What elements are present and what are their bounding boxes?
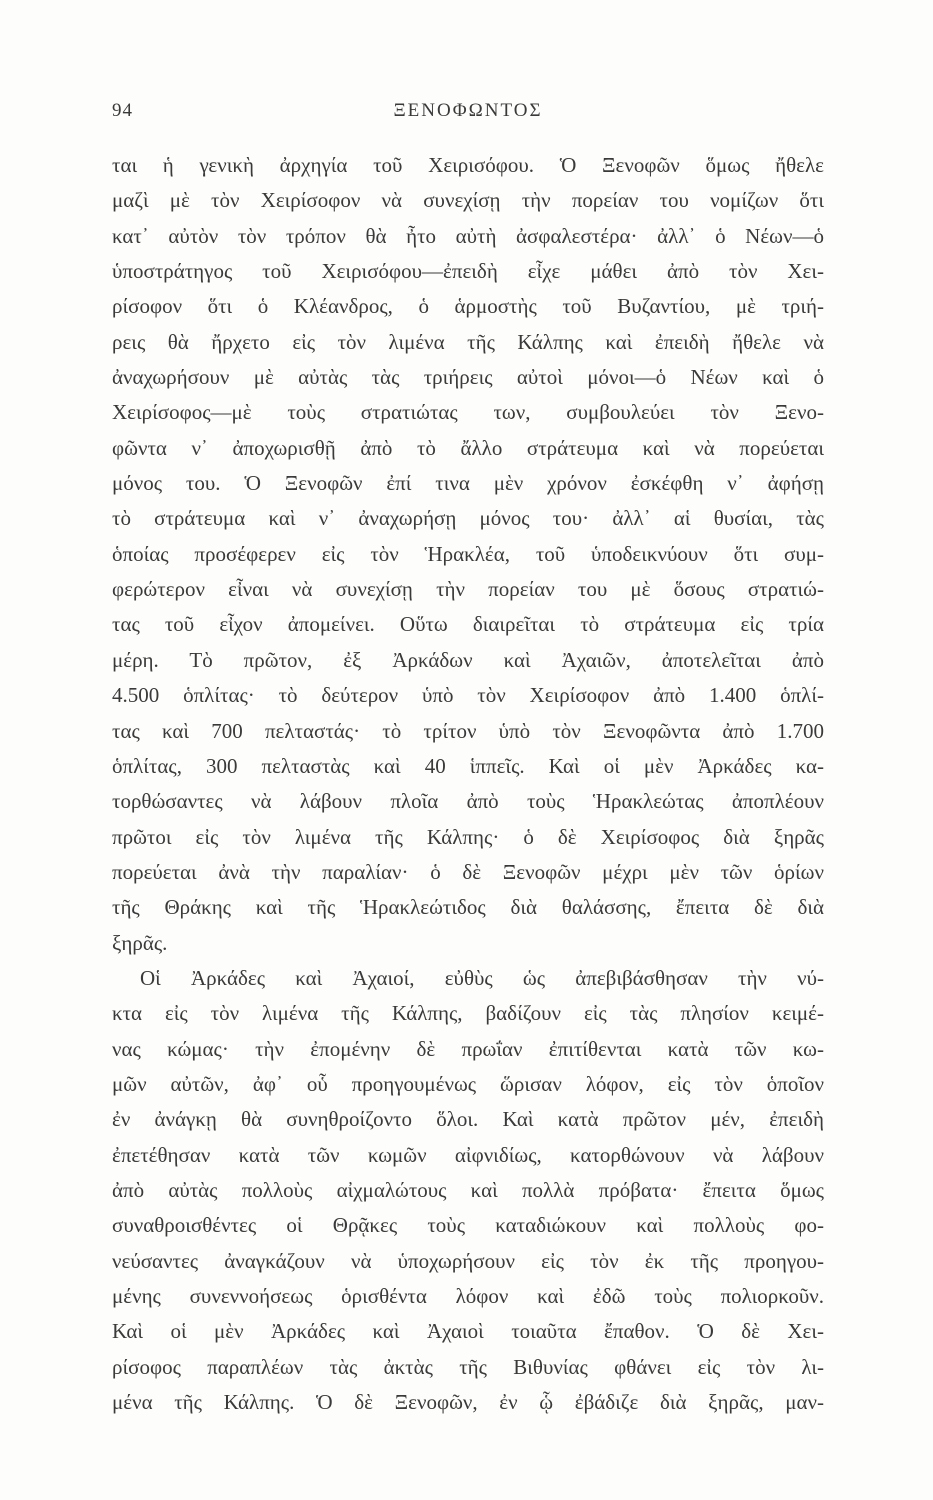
text-line: Χειρίσοφος—μὲ τοὺς στρατιώτας των, συμβουλεύει τὸν Ξενο-	[112, 400, 824, 425]
text-line: ξηρᾶς.	[112, 930, 168, 955]
text-line: ἐν ἀνάγκῃ θὰ συνηθροίζοντο ὅλοι. Καὶ κατὰ πρῶτον μέν, ἐπειδὴ	[112, 1107, 824, 1132]
text-line: πορεύεται ἀνὰ τὴν παραλίαν· ὁ δὲ Ξενοφῶν μέχρι μὲν τῶν ὁρίων	[112, 859, 824, 884]
text-line: ἀπὸ αὐτὰς πολλοὺς αἰχμαλώτους καὶ πολλὰ πρόβατα· ἔπειτα ὅμως	[112, 1177, 824, 1202]
text-line: μένα τῆς Κάλπης. Ὁ δὲ Ξενοφῶν, ἐν ᾧ ἐβάδιζε διὰ ξηρᾶς, μαν-	[112, 1390, 824, 1415]
text-line: 4.500 ὁπλίτας· τὸ δεύτερον ὑπὸ τὸν Χειρίσοφον ἀπὸ 1.400 ὁπλί-	[112, 683, 824, 708]
text-line: ἐπετέθησαν κατὰ τῶν κωμῶν αἰφνιδίως, κατορθώνουν νὰ λάβουν	[112, 1142, 824, 1167]
text-line: τὸ στράτευμα καὶ ν᾽ ἀναχωρήσῃ μόνος του· ἀλλ᾽ αἱ θυσίαι, τὰς	[112, 506, 824, 531]
text-line: κατ᾽ αὐτὸν τὸν τρόπον θὰ ἦτο αὐτὴ ἀσφαλεστέρα· ἀλλ᾽ ὁ Νέων—ὁ	[112, 223, 824, 248]
text-line: τας καὶ 700 πελταστάς· τὸ τρίτον ὑπὸ τὸν Ξενοφῶντα ἀπὸ 1.700	[112, 718, 824, 743]
text-line: μέρη. Τὸ πρῶτον, ἐξ Ἀρκάδων καὶ Ἀχαιῶν, ἀποτελεῖται ἀπὸ	[112, 647, 824, 672]
text-line: ἀναχωρήσουν μὲ αὐτὰς τὰς τριήρεις αὐτοὶ μόνοι—ὁ Νέων καὶ ὁ	[112, 365, 824, 390]
text-line: ὑποστράτηγος τοῦ Χειρισόφου—ἐπειδὴ εἶχε μάθει ἀπὸ τὸν Χει-	[112, 259, 824, 284]
body-text	[112, 148, 824, 1420]
text-line: μένης συνεννοήσεως ὁρισθέντα λόφον καὶ ἐδῶ τοὺς πολιορκοῦν.	[112, 1284, 824, 1308]
paragraph-2	[112, 961, 824, 1420]
text-line: ρίσοφον ὅτι ὁ Κλέανδρος, ὁ ἁρμοστὴς τοῦ Βυζαντίου, μὲ τριή-	[112, 294, 824, 319]
text-line: συναθροισθέντες οἱ Θρᾷκες τοὺς καταδιώκουν καὶ πολλοὺς φο-	[112, 1213, 824, 1238]
text-line: Οἱ Ἀρκάδες καὶ Ἀχαιοί, εὐθὺς ὡς ἀπεβιβάσθησαν τὴν νύ-	[140, 965, 824, 990]
running-title: ΞΕΝΟΦΩΝΤΟΣ	[393, 100, 543, 121]
text-line: νεύσαντες ἀναγκάζουν νὰ ὑποχωρήσουν εἰς τὸν ἐκ τῆς προηγου-	[112, 1248, 824, 1273]
text-line: μῶν αὐτῶν, ἀφ᾽ οὗ προηγουμένως ὥρισαν λόφον, εἰς τὸν ὁποῖον	[112, 1071, 824, 1096]
text-line: Καὶ οἱ μὲν Ἀρκάδες καὶ Ἀχαιοὶ τοιαῦτα ἔπαθον. Ὁ δὲ Χει-	[112, 1319, 824, 1344]
running-head	[112, 100, 824, 124]
text-line: ται ἡ γενικὴ ἀρχηγία τοῦ Χειρισόφου. Ὁ Ξενοφῶν ὅμως ἤθελε	[112, 153, 824, 177]
paragraph-1	[112, 148, 824, 961]
text-line: κτα εἰς τὸν λιμένα τῆς Κάλπης, βαδίζουν εἰς τὰς πλησίον κειμέ-	[112, 1001, 824, 1026]
text-line: μαζὶ μὲ τὸν Χειρίσοφον νὰ συνεχίσῃ τὴν πορείαν του νομίζων ὅτι	[112, 188, 824, 213]
text-line: πρῶτοι εἰς τὸν λιμένα τῆς Κάλπης· ὁ δὲ Χειρίσοφος διὰ ξηρᾶς	[112, 824, 824, 849]
text-line: μόνος του. Ὁ Ξενοφῶν ἐπί τινα μὲν χρόνον ἐσκέφθη ν᾽ ἀφήσῃ	[112, 471, 824, 496]
text-line: φερώτερον εἶναι νὰ συνεχίσῃ τὴν πορείαν του μὲ ὅσους στρατιώ-	[112, 577, 824, 602]
text-line: ρεις θὰ ἤρχετο εἰς τὸν λιμένα τῆς Κάλπης καὶ ἐπειδὴ ἤθελε νὰ	[112, 329, 824, 354]
text-line: τῆς Θράκης καὶ τῆς Ἡρακλεώτιδος διὰ θαλάσσης, ἔπειτα δὲ διὰ	[112, 895, 824, 920]
text-line: ὁποίας προσέφερεν εἰς τὸν Ἡρακλέα, τοῦ ὑποδεικνύουν ὅτι συμ-	[112, 541, 824, 566]
text-line: νας κώμας· τὴν ἐπομένην δὲ πρωΐαν ἐπιτίθενται κατὰ τῶν κω-	[112, 1036, 824, 1061]
text-line: ὁπλίτας, 300 πελταστὰς καὶ 40 ἱππεῖς. Καὶ οἱ μὲν Ἀρκάδες κα-	[112, 753, 824, 778]
text-line: ρίσοφος παραπλέων τὰς ἀκτὰς τῆς Βιθυνίας φθάνει εἰς τὸν λι-	[112, 1354, 824, 1379]
text-line: τορθώσαντες νὰ λάβουν πλοῖα ἀπὸ τοὺς Ἡρακλεώτας ἀποπλέουν	[112, 789, 824, 814]
page-number: 94	[112, 100, 133, 121]
text-line: τας τοῦ εἶχον ἀπομείνει. Οὕτω διαιρεῖται τὸ στράτευμα εἰς τρία	[112, 612, 824, 637]
text-line: φῶντα ν᾽ ἀποχωρισθῇ ἀπὸ τὸ ἄλλο στράτευμα καὶ νὰ πορεύεται	[112, 435, 824, 460]
